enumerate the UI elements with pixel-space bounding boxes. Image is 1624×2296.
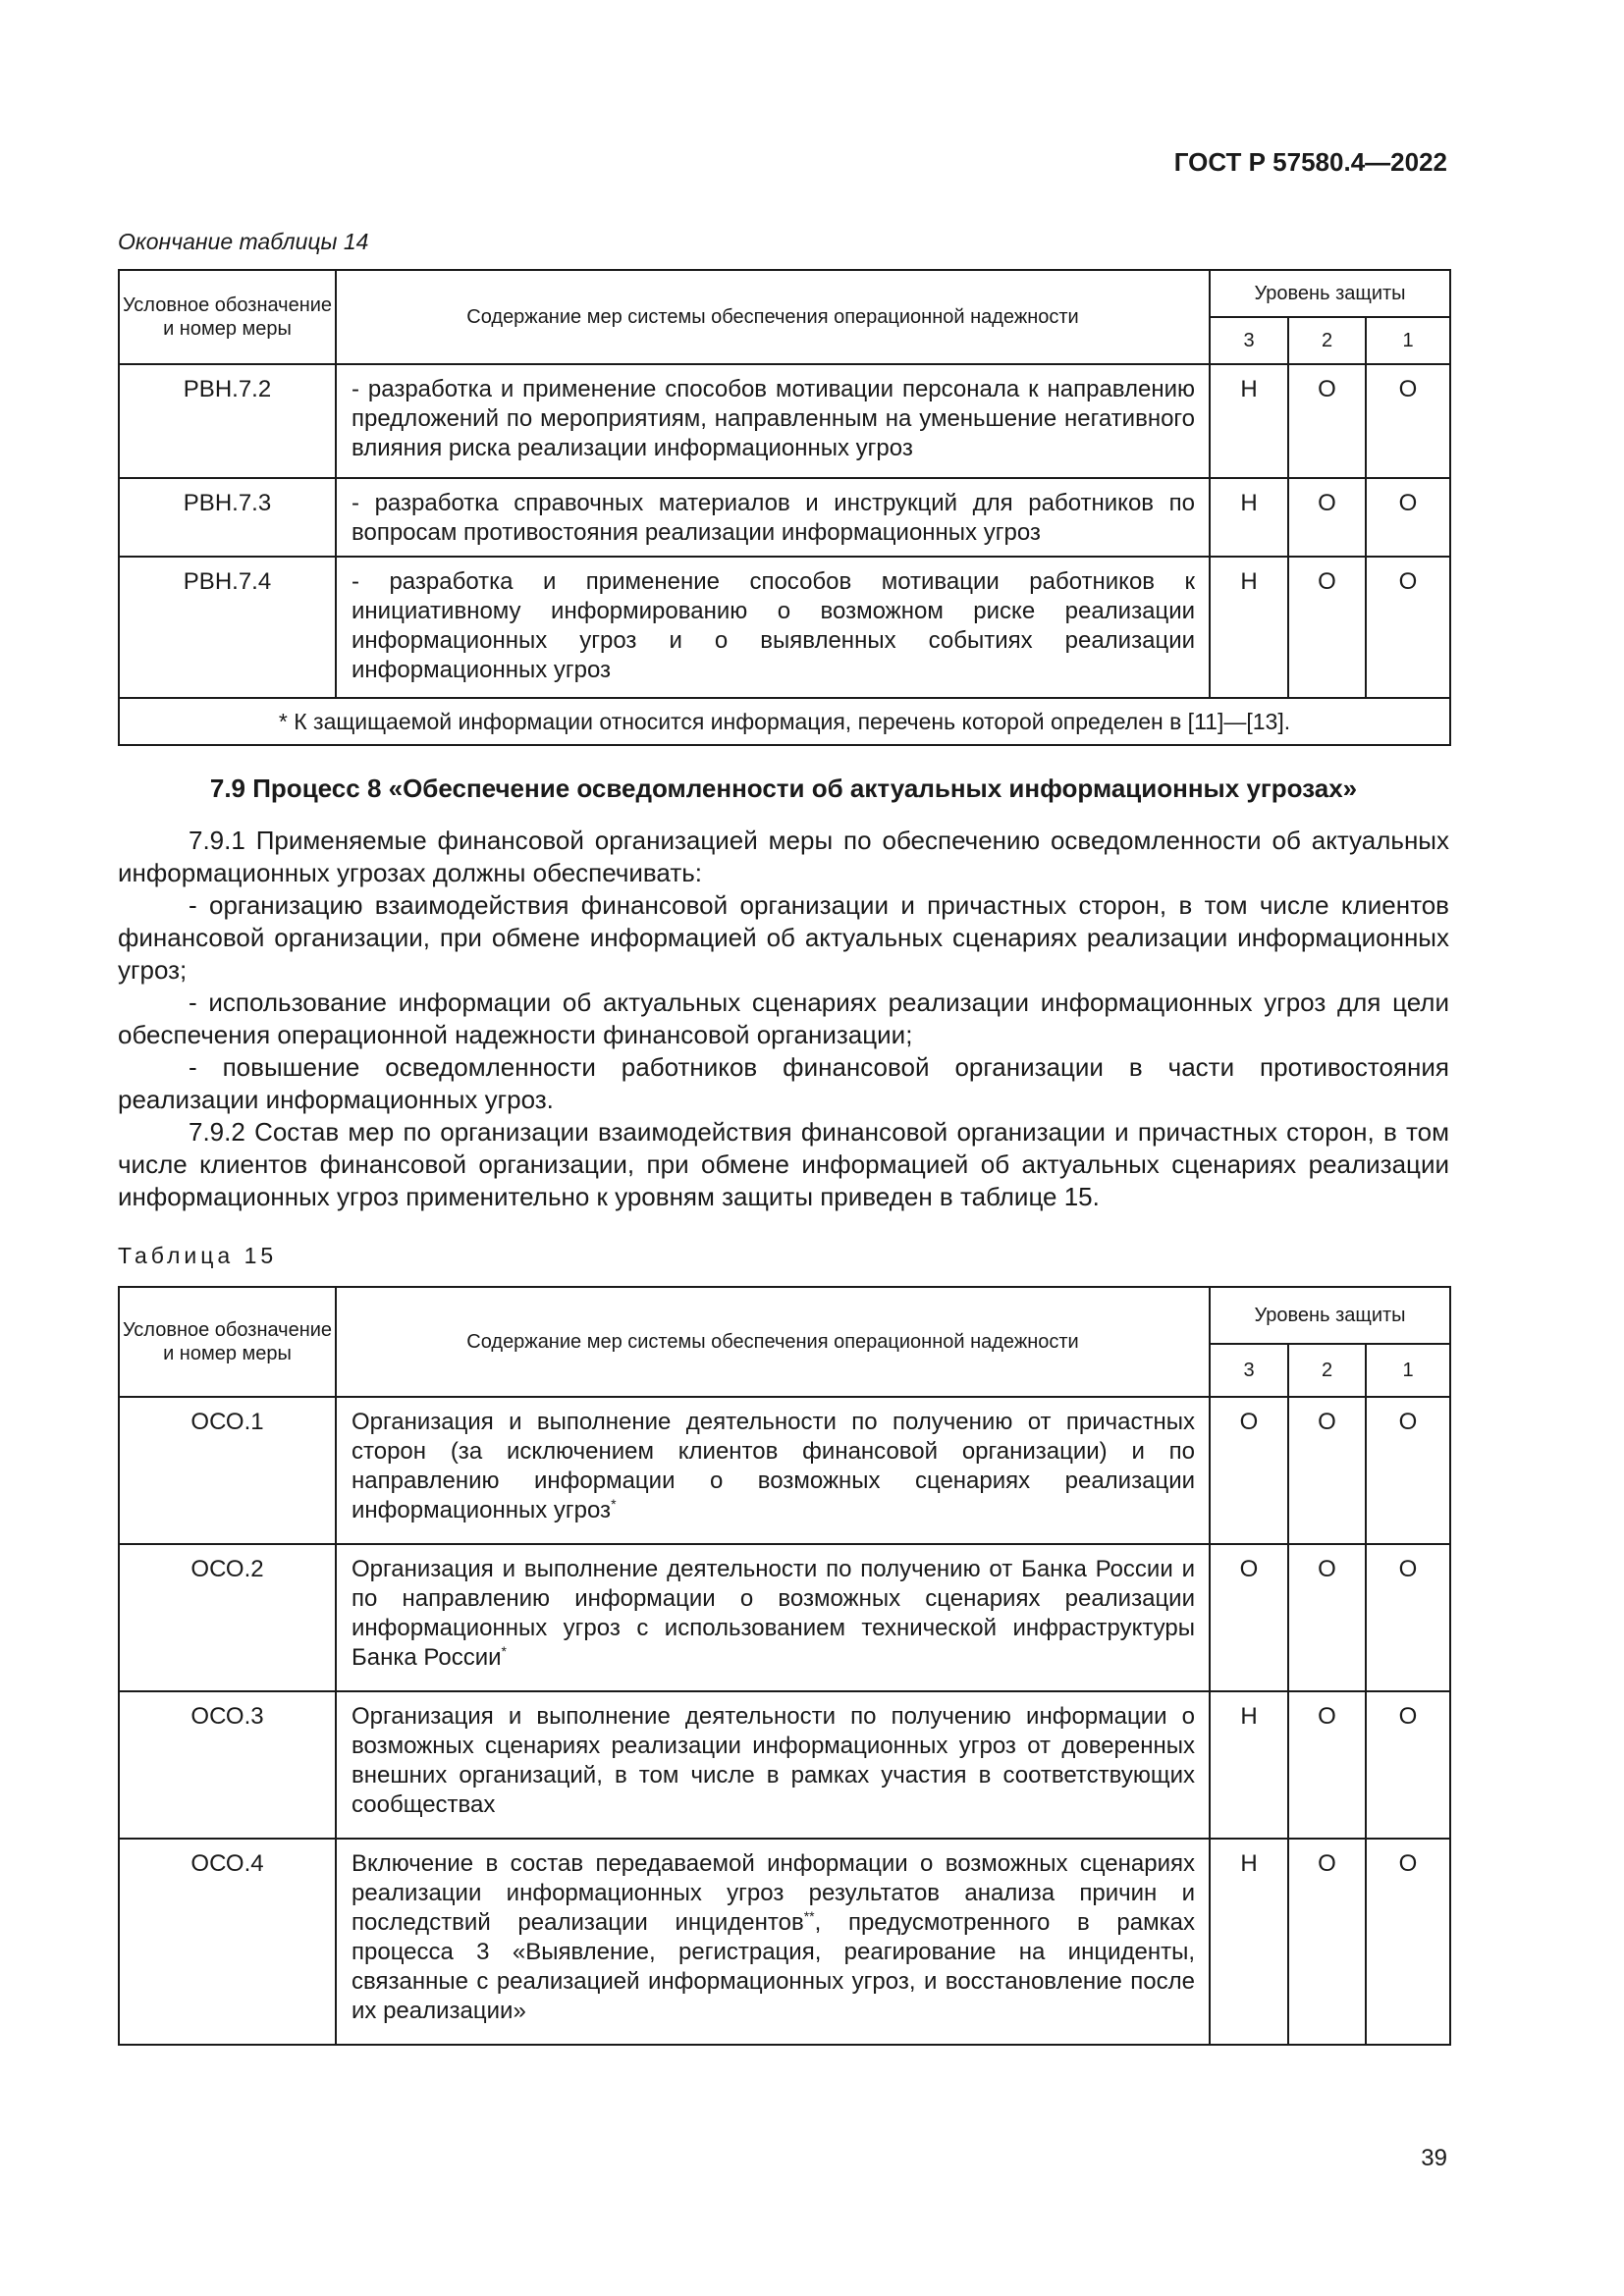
level-1-value: О [1366, 557, 1450, 698]
table-row [119, 478, 1450, 557]
measure-text [336, 1839, 1210, 2045]
table-row [119, 1397, 1450, 1544]
measure-text: - разработка и применение способов мотивации персонала к направлению предложений по мероприятиям, направленным на уменьшение негативного влияния риска реализации информационных угроз [336, 364, 1210, 478]
level-2-value: О [1288, 364, 1366, 478]
level-1-value: О [1366, 1397, 1450, 1544]
table-note-row [119, 698, 1450, 745]
level-2-value: О [1288, 1397, 1366, 1544]
standard-number: ГОСТ Р 57580.4—2022 [1173, 147, 1447, 177]
measure-code: ОСО.4 [119, 1839, 336, 2045]
measure-text [336, 1397, 1210, 1544]
measure-text-body: Организация и выполнение деятельности по получению от Банка России и по направлению информации о возможных сценариях реализации информационных угроз с использованием технической инфраструктуры Банка России [352, 1556, 1195, 1671]
level-1-value: О [1366, 1544, 1450, 1691]
footnote-mark: * [501, 1643, 507, 1659]
level-3-value: О [1210, 1397, 1288, 1544]
measure-code: ОСО.2 [119, 1544, 336, 1691]
col-header-level: Уровень защиты [1210, 1287, 1450, 1344]
level-1-value: О [1366, 364, 1450, 478]
level-3-value: О [1210, 1544, 1288, 1691]
measure-text: - разработка справочных материалов и инструкций для работников по вопросам противостояния реализации информационных угроз [336, 478, 1210, 557]
col-header-code: Условное обозначение и номер меры [119, 1287, 336, 1397]
table-row [119, 1544, 1450, 1691]
paragraph: 7.9.1 Применяемые финансовой организацией меры по обеспечению осведомленности об актуальных информационных угрозах должны обеспечивать: [118, 826, 1449, 887]
level-header-2: 2 [1288, 1344, 1366, 1397]
table-note: * К защищаемой информации относится информация, перечень которой определен в [11]—[13]. [119, 698, 1450, 745]
measure-code: ОСО.3 [119, 1691, 336, 1839]
level-2-value: О [1288, 1544, 1366, 1691]
page-number: 39 [1421, 2145, 1447, 2171]
level-header-3: 3 [1210, 317, 1288, 364]
level-1-value: О [1366, 478, 1450, 557]
measure-text-body: , предусмотренного в рамках процесса 3 «Выявление, регистрация, реагирование на инциденты, связанные с реализацией информационных угроз, и восстановление после их реализации» [352, 1909, 1195, 2024]
level-header-1: 1 [1366, 317, 1450, 364]
level-header-2: 2 [1288, 317, 1366, 364]
list-item: - повышение осведомленности работников финансовой организации в части противостояния реализации информационных угроз. [118, 1052, 1449, 1114]
footnote-mark: ** [803, 1908, 815, 1924]
footnote-mark: * [611, 1496, 617, 1512]
level-3-value: Н [1210, 1839, 1288, 2045]
level-2-value: О [1288, 478, 1366, 557]
table-row [119, 364, 1450, 478]
measure-code: РВН.7.2 [119, 364, 336, 478]
list-item: - организацию взаимодействия финансовой организации и причастных сторон, в том числе клиентов финансовой организации, при обмене информацией об актуальных сценариях реализации информационных угроз; [118, 890, 1449, 985]
measure-text-body: Включение в состав передаваемой информации о возможных сценариях реализации информационных угроз результатов анализа причин и последствий реализации инцидентов [352, 1850, 1195, 1936]
level-header-1: 1 [1366, 1344, 1450, 1397]
table14-caption: Окончание таблицы 14 [118, 229, 369, 254]
col-header-code: Условное обозначение и номер меры [119, 270, 336, 364]
measure-code: ОСО.1 [119, 1397, 336, 1544]
table-15 [118, 1286, 1451, 2046]
table-row [119, 1839, 1450, 2045]
level-3-value: Н [1210, 364, 1288, 478]
measure-code: РВН.7.4 [119, 557, 336, 698]
col-header-content: Содержание мер системы обеспечения операционной надежности [336, 1287, 1210, 1397]
level-3-value: Н [1210, 1691, 1288, 1839]
level-2-value: О [1288, 557, 1366, 698]
col-header-content: Содержание мер системы обеспечения операционной надежности [336, 270, 1210, 364]
list-item: - использование информации об актуальных сценариях реализации информационных угроз для цели обеспечения операционной надежности финансовой организации; [118, 988, 1449, 1049]
measure-text: - разработка и применение способов мотивации работников к инициативному информированию о возможном риске реализации информационных угроз и о выявленных событиях реализации информационных угроз [336, 557, 1210, 698]
section-title: 7.9 Процесс 8 «Обеспечение осведомленности об актуальных информационных угрозах» [209, 774, 1358, 803]
level-2-value: О [1288, 1691, 1366, 1839]
measure-text-body: Организация и выполнение деятельности по получению от причастных сторон (за исключением клиентов финансовой организации) и по направлению информации о возможных сценариях реализации информационных угроз [352, 1409, 1195, 1523]
table-row [119, 557, 1450, 698]
measure-text: Организация и выполнение деятельности по получению информации о возможных сценариях реализации информационных угроз от доверенных внешних организаций, в том числе в рамках участия в соответствующих сообществах [336, 1691, 1210, 1839]
measure-code: РВН.7.3 [119, 478, 336, 557]
table-14 [118, 269, 1451, 746]
level-1-value: О [1366, 1839, 1450, 2045]
table15-caption: Таблица 15 [118, 1243, 278, 1268]
level-header-3: 3 [1210, 1344, 1288, 1397]
level-2-value: О [1288, 1839, 1366, 2045]
level-1-value: О [1366, 1691, 1450, 1839]
level-3-value: Н [1210, 557, 1288, 698]
paragraph: 7.9.2 Состав мер по организации взаимодействия финансовой организации и причастных сторон, в том числе клиентов финансовой организации, при обмене информацией об актуальных сценариях реализации информационных угроз применительно к уровням защиты приведен в таблице 15. [118, 1117, 1449, 1211]
col-header-level: Уровень защиты [1210, 270, 1450, 317]
measure-text [336, 1544, 1210, 1691]
section-body [118, 825, 1449, 1213]
table-row [119, 1691, 1450, 1839]
level-3-value: Н [1210, 478, 1288, 557]
